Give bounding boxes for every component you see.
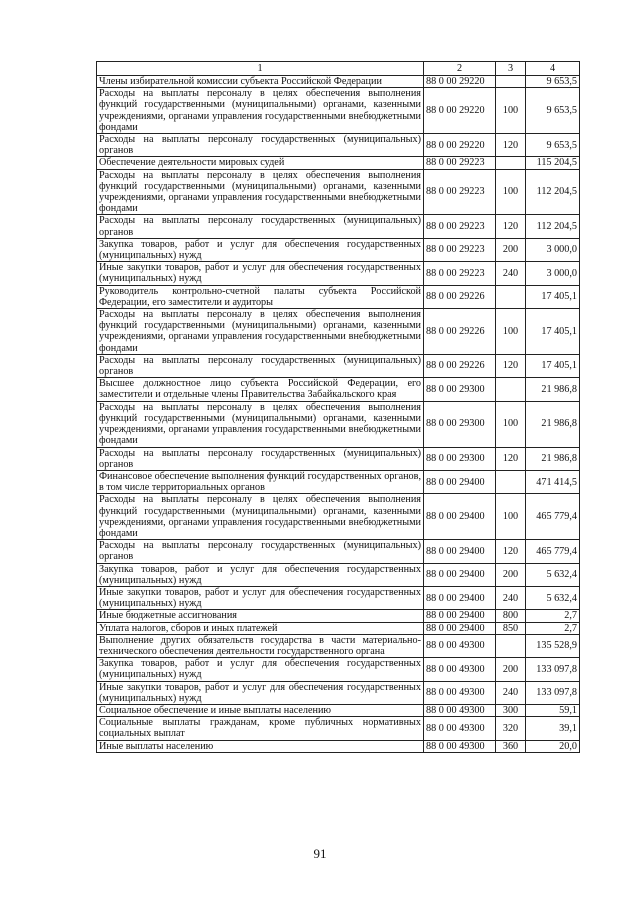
row-type-cell: 100 — [496, 401, 526, 447]
row-amount-cell: 465 779,4 — [526, 494, 580, 540]
row-name-cell: Уплата налогов, сборов и иных платежей — [97, 622, 424, 634]
row-type-cell: 240 — [496, 262, 526, 285]
table-header-row — [97, 62, 580, 76]
table-row — [97, 634, 580, 657]
row-name-cell: Иные закупки товаров, работ и услуг для обеспечения государственных (муниципальных) нужд — [97, 586, 424, 609]
row-name-cell: Выполнение других обязательств государства в части материально-технического обеспечения деятельности государственного органа — [97, 634, 424, 657]
row-type-cell: 100 — [496, 309, 526, 355]
row-amount-cell: 17 405,1 — [526, 285, 580, 308]
table-row — [97, 157, 580, 169]
table-row — [97, 494, 580, 540]
row-code-cell: 88 0 00 29300 — [424, 447, 496, 470]
column-header-name: 1 — [97, 62, 424, 76]
row-code-cell: 88 0 00 29300 — [424, 401, 496, 447]
row-amount-cell: 9 653,5 — [526, 76, 580, 88]
row-name-cell: Расходы на выплаты персоналу государственных (муниципальных) органов — [97, 354, 424, 377]
table-row — [97, 540, 580, 563]
row-amount-cell: 5 632,4 — [526, 586, 580, 609]
table-row — [97, 238, 580, 261]
table-row — [97, 309, 580, 355]
row-type-cell: 200 — [496, 238, 526, 261]
row-amount-cell: 3 000,0 — [526, 262, 580, 285]
row-amount-cell: 21 986,8 — [526, 378, 580, 401]
table-row — [97, 215, 580, 238]
row-type-cell: 100 — [496, 494, 526, 540]
row-name-cell: Члены избирательной комиссии субъекта Российской Федерации — [97, 76, 424, 88]
row-type-cell — [496, 378, 526, 401]
table-row — [97, 378, 580, 401]
table-row — [97, 447, 580, 470]
row-name-cell: Иные бюджетные ассигнования — [97, 610, 424, 622]
row-name-cell: Расходы на выплаты персоналу в целях обеспечения выполнения функций государственными (муниципальными) органами, казенными учреждениями, органами управления государственными внебюджетными фондами — [97, 88, 424, 134]
row-name-cell: Закупка товаров, работ и услуг для обеспечения государственных (муниципальных) нужд — [97, 563, 424, 586]
table-row — [97, 401, 580, 447]
row-amount-cell: 112 204,5 — [526, 215, 580, 238]
row-type-cell: 200 — [496, 563, 526, 586]
row-amount-cell: 115 204,5 — [526, 157, 580, 169]
table-row — [97, 88, 580, 134]
table-row — [97, 610, 580, 622]
row-code-cell: 88 0 00 29226 — [424, 309, 496, 355]
row-type-cell: 300 — [496, 704, 526, 716]
row-type-cell — [496, 76, 526, 88]
row-code-cell: 88 0 00 29220 — [424, 88, 496, 134]
column-header-code: 2 — [424, 62, 496, 76]
row-name-cell: Расходы на выплаты персоналу государственных (муниципальных) органов — [97, 540, 424, 563]
table-row — [97, 470, 580, 493]
row-amount-cell: 135 528,9 — [526, 634, 580, 657]
column-header-amount: 4 — [526, 62, 580, 76]
row-type-cell — [496, 157, 526, 169]
table-row — [97, 704, 580, 716]
row-name-cell: Расходы на выплаты персоналу государственных (муниципальных) органов — [97, 215, 424, 238]
row-type-cell — [496, 285, 526, 308]
row-code-cell: 88 0 00 29220 — [424, 134, 496, 157]
row-name-cell: Иные выплаты населению — [97, 740, 424, 752]
row-type-cell: 120 — [496, 134, 526, 157]
table-row — [97, 354, 580, 377]
row-amount-cell: 39,1 — [526, 717, 580, 740]
row-amount-cell: 17 405,1 — [526, 354, 580, 377]
row-code-cell: 88 0 00 49300 — [424, 704, 496, 716]
row-type-cell: 120 — [496, 215, 526, 238]
table-row — [97, 134, 580, 157]
row-amount-cell: 112 204,5 — [526, 169, 580, 215]
page-number: 91 — [313, 846, 327, 861]
row-type-cell: 120 — [496, 354, 526, 377]
row-name-cell: Расходы на выплаты персоналу в целях обеспечения выполнения функций государственными (муниципальными) органами, казенными учреждениями, органами управления государственными внебюджетными фондами — [97, 494, 424, 540]
table-row — [97, 622, 580, 634]
table-row — [97, 76, 580, 88]
table-row — [97, 681, 580, 704]
row-type-cell: 200 — [496, 658, 526, 681]
row-code-cell: 88 0 00 49300 — [424, 740, 496, 752]
row-code-cell: 88 0 00 49300 — [424, 717, 496, 740]
row-type-cell: 800 — [496, 610, 526, 622]
row-amount-cell: 5 632,4 — [526, 563, 580, 586]
row-type-cell: 100 — [496, 169, 526, 215]
row-amount-cell: 465 779,4 — [526, 540, 580, 563]
row-code-cell: 88 0 00 29400 — [424, 470, 496, 493]
row-name-cell: Руководитель контрольно-счетной палаты субъекта Российской Федерации, его заместители и аудиторы — [97, 285, 424, 308]
row-amount-cell: 2,7 — [526, 610, 580, 622]
row-amount-cell: 59,1 — [526, 704, 580, 716]
row-amount-cell: 17 405,1 — [526, 309, 580, 355]
row-amount-cell: 9 653,5 — [526, 88, 580, 134]
row-code-cell: 88 0 00 29223 — [424, 157, 496, 169]
row-type-cell: 850 — [496, 622, 526, 634]
row-code-cell: 88 0 00 29226 — [424, 285, 496, 308]
row-amount-cell: 471 414,5 — [526, 470, 580, 493]
row-amount-cell: 3 000,0 — [526, 238, 580, 261]
row-name-cell: Расходы на выплаты персоналу в целях обеспечения выполнения функций государственными (муниципальными) органами, казенными учреждениями, органами управления государственными внебюджетными фондами — [97, 309, 424, 355]
row-type-cell: 240 — [496, 586, 526, 609]
row-amount-cell: 21 986,8 — [526, 401, 580, 447]
row-type-cell: 360 — [496, 740, 526, 752]
row-code-cell: 88 0 00 29400 — [424, 494, 496, 540]
row-name-cell: Финансовое обеспечение выполнения функций государственных органов, в том числе территориальных органов — [97, 470, 424, 493]
row-name-cell: Закупка товаров, работ и услуг для обеспечения государственных (муниципальных) нужд — [97, 658, 424, 681]
table-body — [97, 76, 580, 753]
row-name-cell: Высшее должностное лицо субъекта Российской Федерации, его заместители и отдельные члены Правительства Забайкальского края — [97, 378, 424, 401]
row-type-cell: 120 — [496, 540, 526, 563]
row-type-cell: 240 — [496, 681, 526, 704]
budget-table — [96, 61, 580, 753]
row-code-cell: 88 0 00 29223 — [424, 238, 496, 261]
row-code-cell: 88 0 00 49300 — [424, 681, 496, 704]
row-code-cell: 88 0 00 29223 — [424, 169, 496, 215]
row-type-cell: 100 — [496, 88, 526, 134]
row-amount-cell: 9 653,5 — [526, 134, 580, 157]
row-name-cell: Расходы на выплаты персоналу в целях обеспечения выполнения функций государственными (муниципальными) органами, казенными учреждениями, органами управления государственными внебюджетными фондами — [97, 169, 424, 215]
row-code-cell: 88 0 00 49300 — [424, 634, 496, 657]
row-name-cell: Социальное обеспечение и иные выплаты населению — [97, 704, 424, 716]
row-name-cell: Обеспечение деятельности мировых судей — [97, 157, 424, 169]
table-row — [97, 285, 580, 308]
row-name-cell: Закупка товаров, работ и услуг для обеспечения государственных (муниципальных) нужд — [97, 238, 424, 261]
row-amount-cell: 20,0 — [526, 740, 580, 752]
table-row — [97, 717, 580, 740]
row-name-cell: Расходы на выплаты персоналу государственных (муниципальных) органов — [97, 447, 424, 470]
row-code-cell: 88 0 00 29220 — [424, 76, 496, 88]
row-name-cell: Иные закупки товаров, работ и услуг для обеспечения государственных (муниципальных) нужд — [97, 681, 424, 704]
row-type-cell: 120 — [496, 447, 526, 470]
row-type-cell — [496, 470, 526, 493]
row-name-cell: Социальные выплаты гражданам, кроме публичных нормативных социальных выплат — [97, 717, 424, 740]
table-row — [97, 563, 580, 586]
row-code-cell: 88 0 00 29223 — [424, 215, 496, 238]
row-code-cell: 88 0 00 29400 — [424, 610, 496, 622]
table-row — [97, 262, 580, 285]
row-code-cell: 88 0 00 29400 — [424, 563, 496, 586]
row-name-cell: Расходы на выплаты персоналу государственных (муниципальных) органов — [97, 134, 424, 157]
row-code-cell: 88 0 00 29400 — [424, 540, 496, 563]
row-name-cell: Расходы на выплаты персоналу в целях обеспечения выполнения функций государственными (муниципальными) органами, казенными учреждениями, органами управления государственными внебюджетными фондами — [97, 401, 424, 447]
row-code-cell: 88 0 00 29226 — [424, 354, 496, 377]
row-amount-cell: 133 097,8 — [526, 658, 580, 681]
column-header-type: 3 — [496, 62, 526, 76]
row-amount-cell: 2,7 — [526, 622, 580, 634]
table-row — [97, 169, 580, 215]
row-code-cell: 88 0 00 29223 — [424, 262, 496, 285]
row-code-cell: 88 0 00 49300 — [424, 658, 496, 681]
table-row — [97, 740, 580, 752]
row-code-cell: 88 0 00 29400 — [424, 622, 496, 634]
row-amount-cell: 133 097,8 — [526, 681, 580, 704]
row-name-cell: Иные закупки товаров, работ и услуг для обеспечения государственных (муниципальных) нужд — [97, 262, 424, 285]
row-amount-cell: 21 986,8 — [526, 447, 580, 470]
row-type-cell: 320 — [496, 717, 526, 740]
table-row — [97, 586, 580, 609]
row-code-cell: 88 0 00 29300 — [424, 378, 496, 401]
table-row — [97, 658, 580, 681]
row-code-cell: 88 0 00 29400 — [424, 586, 496, 609]
row-type-cell — [496, 634, 526, 657]
